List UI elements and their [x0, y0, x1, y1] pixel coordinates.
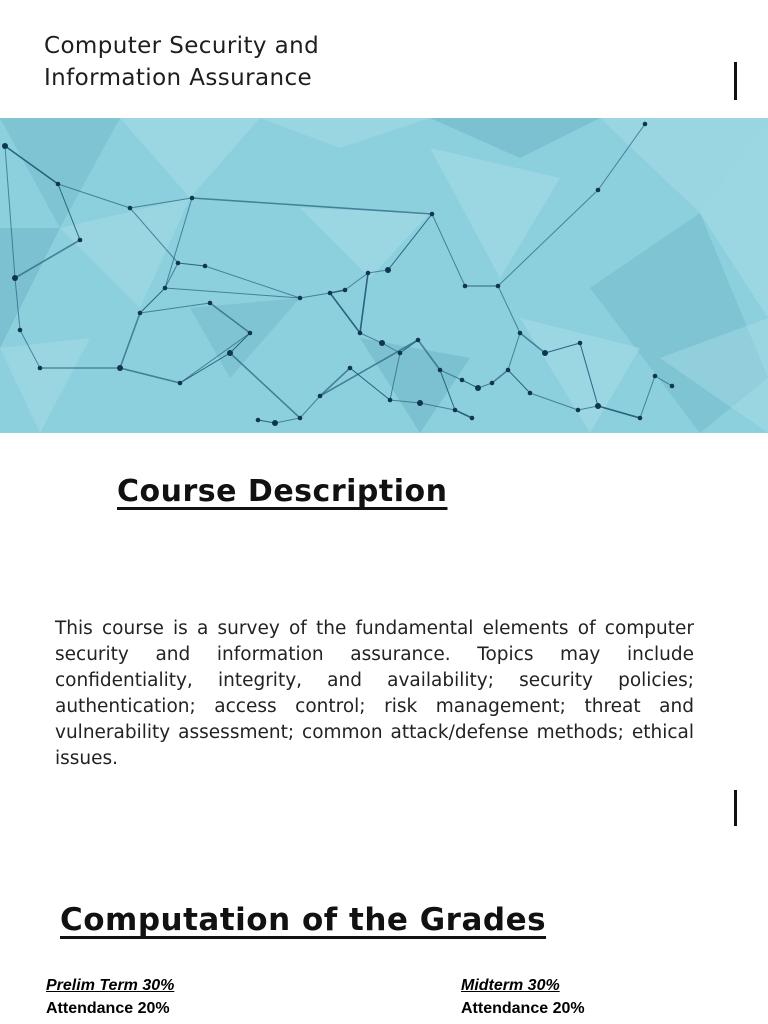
- banner-network-node: [578, 341, 583, 346]
- banner-network-node: [328, 291, 333, 296]
- banner-network-node: [318, 394, 323, 399]
- banner-network-node: [453, 408, 458, 413]
- grade-term-label: Midterm 30%: [461, 977, 560, 994]
- network-polygon-image: [0, 118, 768, 433]
- banner-network-node: [670, 384, 675, 389]
- text-cursor-bar-top: [734, 62, 737, 100]
- banner-network-node: [208, 301, 213, 306]
- banner-network-node: [358, 331, 363, 336]
- banner-network-node: [430, 212, 435, 217]
- banner-network-node: [388, 398, 393, 403]
- banner-network-node: [203, 264, 208, 269]
- course-description-heading: Course Description: [117, 474, 448, 509]
- banner-network-node: [138, 311, 143, 316]
- banner-network-node: [128, 206, 133, 211]
- banner-network-node: [272, 420, 278, 426]
- banner-network-node: [248, 331, 253, 336]
- banner-network-node: [38, 366, 43, 371]
- banner-network-node: [470, 416, 475, 421]
- banner-network-node: [417, 400, 423, 406]
- banner-network-node: [163, 286, 168, 291]
- banner-network-node: [117, 365, 123, 371]
- grade-column-midterm: [461, 974, 585, 1020]
- banner-network-node: [298, 416, 303, 421]
- grade-column-prelim: [46, 974, 174, 1020]
- banner-network-node: [653, 374, 658, 379]
- banner-network-node: [416, 338, 421, 343]
- document-title-line-2: Information Assurance: [44, 65, 313, 91]
- banner-network-node: [366, 271, 371, 276]
- grade-item: Attendance 20%: [46, 1000, 170, 1017]
- banner-network-node: [576, 408, 581, 413]
- banner-network-node: [542, 350, 548, 356]
- banner-network-node: [190, 196, 195, 201]
- course-description-text: This course is a survey of the fundamental elements of computer security and information assurance. Topics may include confidentiality, integrity, and availability; security policies; authentication; access control; risk management; threat and vulnerability assessment; common attack/defense methods; ethical issues.: [55, 618, 694, 769]
- banner-network-node: [506, 368, 511, 373]
- document-title-line-1: Computer Security and: [44, 33, 320, 59]
- banner-network-node: [385, 267, 391, 273]
- banner-network-node: [256, 418, 261, 423]
- grades-heading: Computation of the Grades: [60, 902, 547, 938]
- banner-network-node: [638, 416, 643, 421]
- banner-network-node: [438, 368, 443, 373]
- banner-network-node: [496, 284, 501, 289]
- banner-network-node: [18, 328, 23, 333]
- banner-network-node: [78, 238, 83, 243]
- banner-network-node: [12, 275, 18, 281]
- banner-network-node: [2, 143, 8, 149]
- banner-network-node: [379, 340, 385, 346]
- document-title: [44, 30, 319, 94]
- banner-network-node: [475, 385, 481, 391]
- banner-network-node: [596, 188, 601, 193]
- grade-term-label: Prelim Term 30%: [46, 977, 175, 994]
- banner-network-node: [227, 350, 233, 356]
- banner-network-node: [463, 284, 468, 289]
- banner-network-node: [178, 381, 183, 386]
- banner-network-node: [56, 182, 61, 187]
- banner-network-node: [398, 351, 403, 356]
- banner-network-node: [298, 296, 303, 301]
- banner-network-node: [176, 261, 181, 266]
- banner-network-node: [348, 366, 353, 371]
- banner-network-node: [595, 403, 601, 409]
- banner-network-node: [490, 381, 495, 386]
- banner-network-node: [518, 331, 523, 336]
- banner-network-node: [528, 391, 533, 396]
- network-banner-image: [0, 118, 768, 433]
- grade-item: Attendance 20%: [461, 1000, 585, 1017]
- banner-network-node: [343, 288, 348, 293]
- banner-network-node: [460, 378, 465, 383]
- text-cursor-bar-middle: [734, 790, 737, 826]
- banner-network-node: [643, 122, 648, 127]
